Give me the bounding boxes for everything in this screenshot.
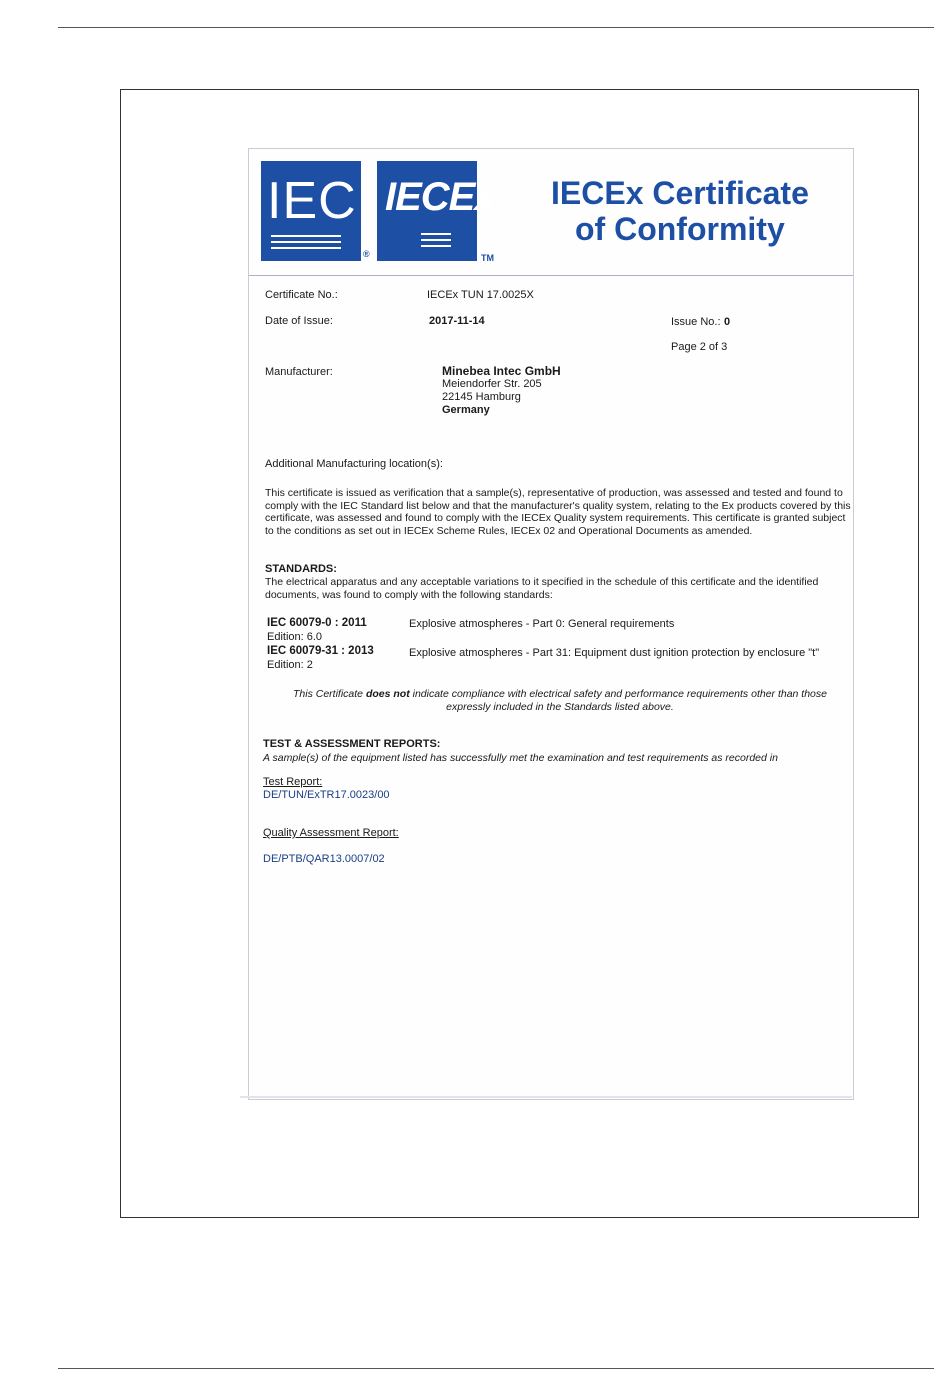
iecex-logo: IECEx (377, 161, 477, 261)
date-value: 2017-11-14 (429, 315, 485, 327)
manufacturer-name: Minebea Intec GmbH (442, 364, 561, 378)
standard-description: Explosive atmospheres - Part 0: General requirements (409, 618, 675, 630)
manufacturer-label: Manufacturer: (265, 366, 333, 378)
manufacturer-country: Germany (442, 404, 490, 416)
certificate-scan (248, 148, 854, 1100)
certificate-title-line2: of Conformity (575, 211, 785, 247)
bottom-rule (58, 1368, 934, 1369)
registered-mark: ® (363, 249, 370, 259)
certificate-title-line1: IECEx Certificate (551, 175, 809, 211)
standard-edition: Edition: 2 (267, 659, 313, 671)
additional-locations-label: Additional Manufacturing location(s): (265, 458, 443, 470)
issue-label: Issue No.: (671, 316, 721, 328)
manufacturer-street: Meiendorfer Str. 205 (442, 378, 542, 390)
standard-description: Explosive atmospheres - Part 31: Equipment dust ignition protection by enclosure "t" (409, 647, 820, 659)
standards-intro: The electrical apparatus and any acceptable variations to it specified in the schedule of this certificate and the identified documents, was found to comply with the following standards: (265, 576, 819, 601)
reports-intro: A sample(s) of the equipment listed has successfully met the examination and test requirements as recorded in (263, 752, 778, 764)
date-label: Date of Issue: (265, 315, 333, 327)
reports-heading: TEST & ASSESSMENT REPORTS: (263, 738, 441, 750)
trademark-mark: TM (481, 253, 494, 263)
iec-logo: IEC (261, 161, 361, 261)
certificate-header (249, 149, 853, 276)
intro-paragraph: This certificate is issued as verification that a sample(s), representative of production, was assessed and tested and found to comply with the IEC Standard list below and that the manufacturer's quality system, relating to the Ex products covered by this certificate, was assessed and found to comply with the IECEx Quality system requirements. This certificate is granted subject to the conditions as set out in IECEx Scheme Rules, IECEx 02 and Operational Documents as amended. (265, 487, 851, 537)
manufacturer-city: 22145 Hamburg (442, 391, 521, 403)
test-report-value: DE/TUN/ExTR17.0023/00 (263, 789, 390, 801)
qar-label: Quality Assessment Report: (263, 827, 399, 839)
standards-heading: STANDARDS: (265, 563, 337, 575)
standard-edition: Edition: 6.0 (267, 631, 323, 643)
page-number: Page 2 of 3 (671, 341, 728, 353)
scan-edge (240, 1096, 852, 1098)
standard-code: IEC 60079-31 : 2013 (267, 645, 374, 657)
issue-value: 0 (724, 316, 731, 328)
test-report-label: Test Report: (263, 776, 323, 788)
standard-code: IEC 60079-0 : 2011 (267, 617, 367, 629)
disclaimer: This Certificate does not indicate compliance with electrical safety and performance requirements other than those expressly included in the Standards listed above. (293, 688, 827, 713)
top-rule (58, 27, 934, 28)
cert-no-label: Certificate No.: (265, 289, 338, 301)
cert-no-value: IECEx TUN 17.0025X (427, 289, 534, 301)
qar-value: DE/PTB/QAR13.0007/02 (263, 853, 385, 865)
